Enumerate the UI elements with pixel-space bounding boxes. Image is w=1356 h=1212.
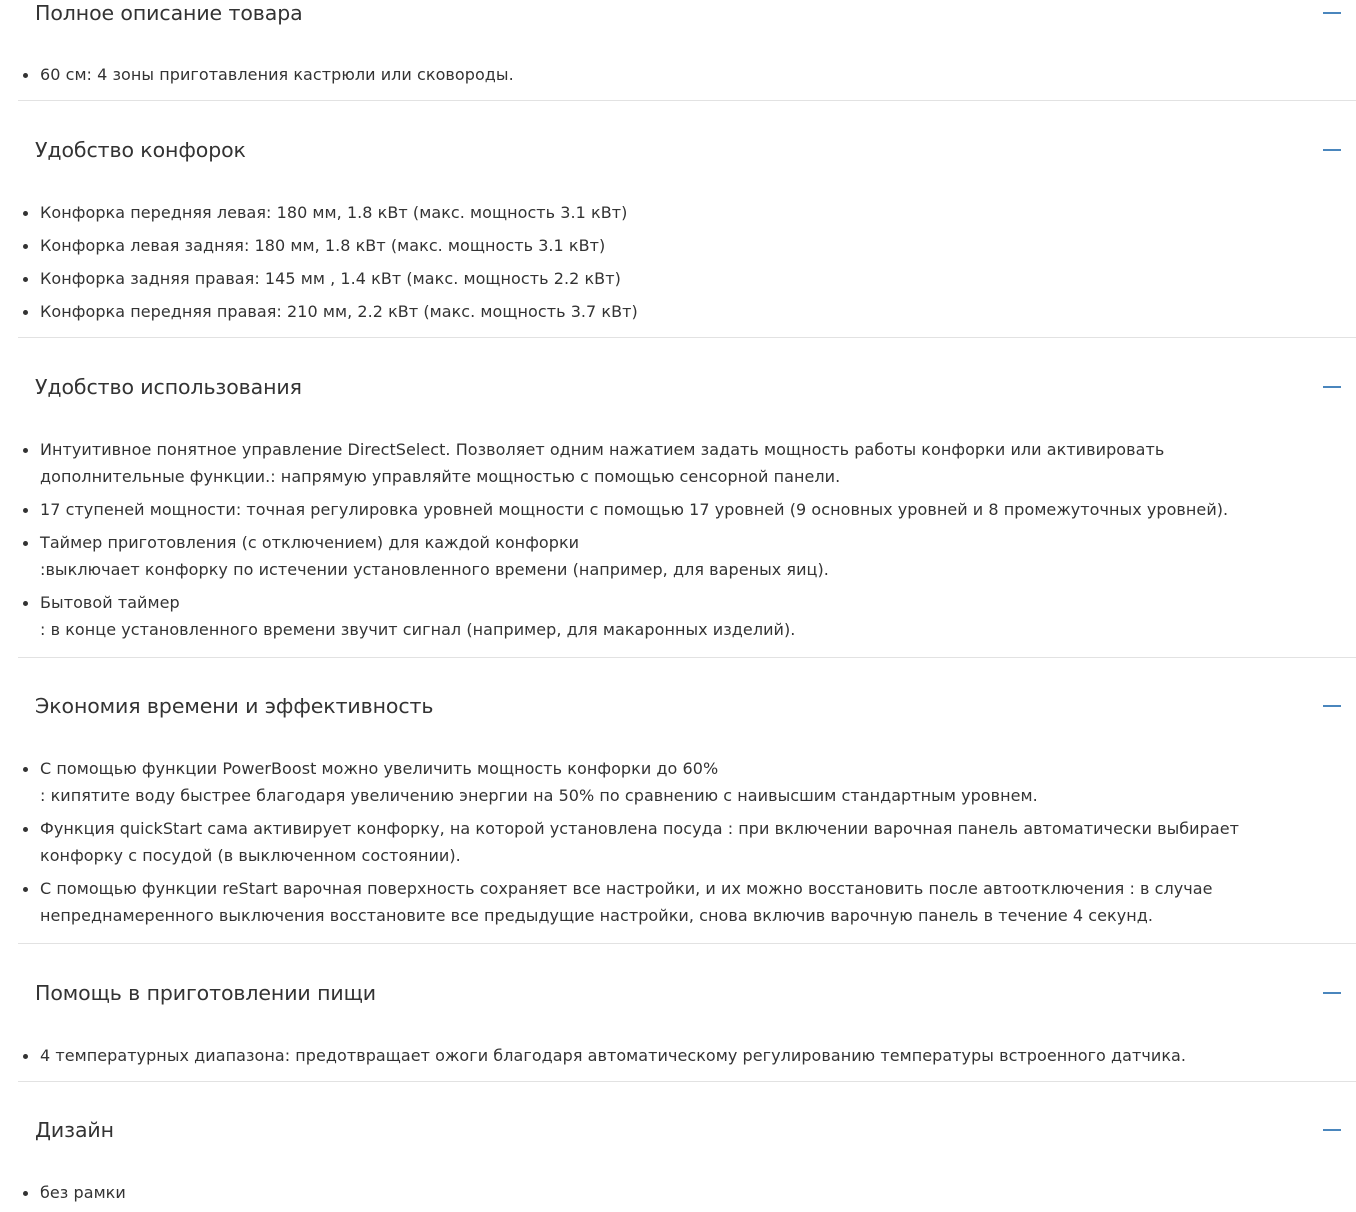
- section-cooking-assistance: [18, 944, 1356, 1082]
- section-header-cooking-assistance[interactable]: [35, 978, 1356, 1008]
- feature-list: [18, 436, 1356, 649]
- list-item: С помощью функции reStart варочная поверхность сохраняет все настройки, и их можно восстановить после автоотключения : в случае непреднамеренного выключения восстановите все предыдущие настройки, снова включив варочную панель в течение 4 секунд.: [18, 875, 1356, 929]
- list-item: 17 ступеней мощности: точная регулировка уровней мощности с помощью 17 уровней (9 основных уровней и 8 промежуточных уровней).: [18, 496, 1356, 523]
- section-usability: [18, 338, 1356, 658]
- list-item: Конфорка передняя правая: 210 мм, 2.2 кВт (макс. мощность 3.7 кВт): [18, 298, 1356, 325]
- feature-list: [18, 1042, 1356, 1075]
- section-design: [18, 1082, 1356, 1202]
- minus-icon[interactable]: [1323, 386, 1341, 388]
- section-burner-convenience: [18, 101, 1356, 338]
- feature-list: [18, 755, 1356, 935]
- feature-list: [18, 199, 1356, 331]
- minus-icon[interactable]: [1323, 992, 1341, 994]
- list-item: Конфорка левая задняя: 180 мм, 1.8 кВт (макс. мощность 3.1 кВт): [18, 232, 1356, 259]
- minus-icon[interactable]: [1323, 149, 1341, 151]
- list-item: Функция quickStart сама активирует конфорку, на которой установлена посуда : при включении варочная панель автоматически выбирает конфорку с посудой (в выключенном состоянии).: [18, 815, 1356, 869]
- section-title: Удобство конфорок: [35, 138, 246, 162]
- section-header-time-efficiency[interactable]: [35, 691, 1356, 721]
- section-title: Помощь в приготовлении пищи: [35, 981, 377, 1005]
- minus-icon[interactable]: [1323, 705, 1341, 707]
- list-item: 60 см: 4 зоны приготавления кастрюли или сковороды.: [18, 61, 1356, 88]
- list-item: Конфорка задняя правая: 145 мм , 1.4 кВт (макс. мощность 2.2 кВт): [18, 265, 1356, 292]
- list-item: С помощью функции PowerBoost можно увеличить мощность конфорки до 60% : кипятите воду быстрее благодаря увеличению энергии на 50% по сравнению с наивысшим стандартным уровнем.: [18, 755, 1356, 809]
- section-title: Удобство использования: [35, 375, 302, 399]
- list-item: Таймер приготовления (с отключением) для каждой конфорки :выключает конфорку по истечении установленного времени (например, для вареных яиц).: [18, 529, 1356, 583]
- list-item: Бытовой таймер : в конце установленного времени звучит сигнал (например, для макаронных изделий).: [18, 589, 1356, 643]
- section-header-burner-convenience[interactable]: [35, 135, 1356, 165]
- section-time-efficiency: [18, 658, 1356, 944]
- list-item: Конфорка передняя левая: 180 мм, 1.8 кВт (макс. мощность 3.1 кВт): [18, 199, 1356, 226]
- section-title: Полное описание товара: [35, 1, 303, 25]
- section-full-description: [18, 0, 1356, 101]
- section-header-design[interactable]: [35, 1115, 1356, 1145]
- section-header-full-description[interactable]: [35, 0, 1356, 28]
- list-item: Интуитивное понятное управление DirectSelect. Позволяет одним нажатием задать мощность работы конфорки или активировать дополнительные функции.: напрямую управляйте мощностью с помощью сенсорной панели.: [18, 436, 1356, 490]
- section-header-usability[interactable]: [35, 372, 1356, 402]
- section-title: Экономия времени и эффективность: [35, 694, 434, 718]
- feature-list: [18, 1179, 1356, 1212]
- minus-icon[interactable]: [1323, 1129, 1341, 1131]
- list-item: 4 температурных диапазона: предотвращает ожоги благодаря автоматическому регулированию температуры встроенного датчика.: [18, 1042, 1356, 1069]
- feature-list: [18, 61, 1356, 94]
- section-title: Дизайн: [35, 1118, 114, 1142]
- minus-icon[interactable]: [1323, 12, 1341, 14]
- list-item: без рамки: [18, 1179, 1356, 1206]
